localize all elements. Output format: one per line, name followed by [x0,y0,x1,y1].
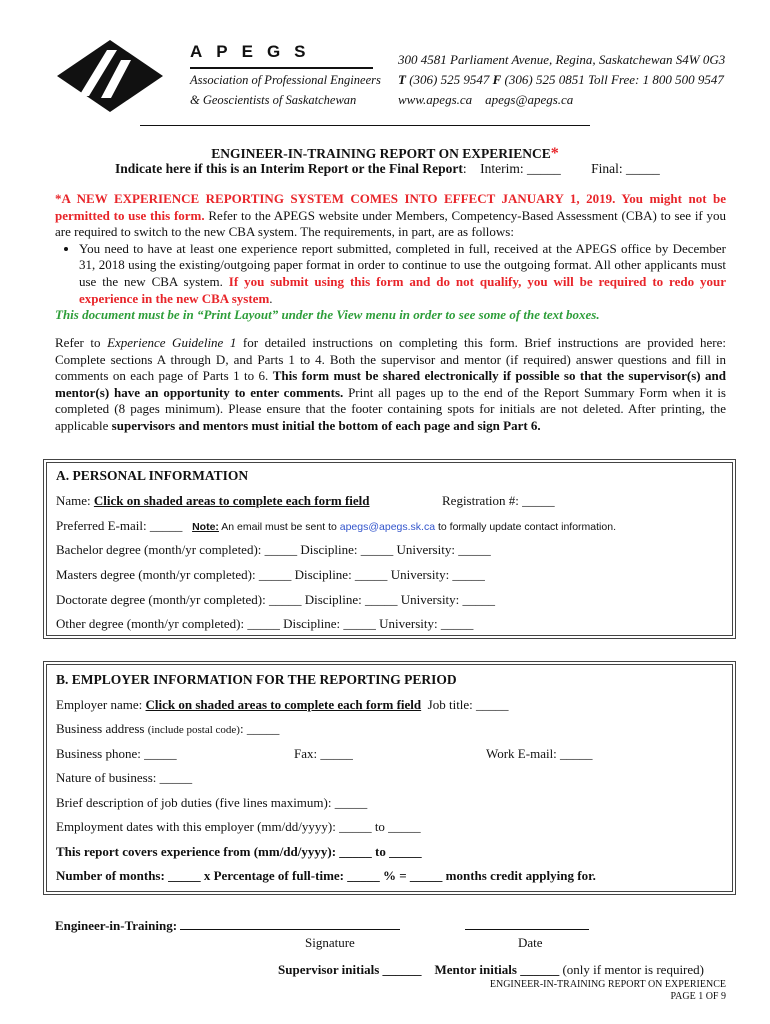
address-row [56,721,723,737]
guideline-link[interactable]: Experience Guideline 1 [107,335,237,350]
bachelor-date-field[interactable]: Bachelor degree (month/yr completed): _____ [56,542,298,557]
report-type-label: Indicate here if this is an Interim Report or the Final Report [115,161,463,176]
notice-bullet [79,241,726,307]
org-web-line [398,92,573,108]
eit-label: Engineer-in-Training: [55,918,178,933]
name-field[interactable]: Click on shaded areas to complete each form field [93,493,370,508]
page-title-text: ENGINEER-IN-TRAINING REPORT ON EXPERIENCE [211,146,551,161]
org-rule [190,67,373,69]
address-note: (include postal code) [147,724,240,736]
org-name-line1: Association of Professional Engineers [190,73,381,87]
initials-row [278,962,704,978]
instr-bold-1: This form must be shared electronically if possible so that the supervisor(s) and mentor(s) have an opportunity to enter comments. [55,368,726,400]
note-label: Note: [192,521,219,533]
employment-dates-field[interactable]: Employment dates with this employer (mm/dd/yyyy): _____ to _____ [56,819,421,834]
apegs-logo [55,38,165,114]
degree-row-bachelor [56,542,723,558]
fax-label: F [492,72,502,87]
org-phone-line [398,72,724,88]
doctorate-university-field[interactable]: University: _____ [400,592,496,607]
org-website[interactable]: www.apegs.ca [398,92,473,107]
job-title-field[interactable]: Job title: _____ [427,697,509,712]
degree-row-doctorate [56,592,723,608]
fax-number: (306) 525 0851 [504,72,585,87]
other-discipline-field[interactable]: Discipline: _____ [283,616,376,631]
months-credit-field[interactable]: Number of months: _____ x Percentage of full-time: _____ % = _____ months credit applying for. [56,868,596,883]
notice-bullet-end: . [269,290,273,306]
business-phone-field[interactable]: Business phone: _____ [56,746,177,761]
note-end: to formally update contact information. [435,521,616,533]
eit-signature-row [55,918,589,934]
employer-row [56,697,723,713]
doctorate-discipline-field[interactable]: Discipline: _____ [304,592,398,607]
work-email-field[interactable]: Work E-mail: _____ [486,746,593,761]
date-label: Date [518,935,543,950]
tollfree-number: Toll Free: 1 800 500 9547 [587,72,724,87]
registration-field[interactable]: Registration #: _____ [442,493,555,508]
degree-row-masters [56,567,723,583]
header-rule [140,125,590,126]
supervisor-initials-field[interactable]: Supervisor initials ______ [278,962,422,977]
org-address: 300 4581 Parliament Avenue, Regina, Saskatchewan S4W 0G3 [398,52,726,67]
instr-text-1: Refer to [55,335,108,350]
report-type-line: Indicate here if this is an Interim Report or the Final Report: Interim: _____ Final: _____ [115,161,660,176]
section-b-heading: B. EMPLOYER INFORMATION FOR THE REPORTING PERIOD [56,672,457,687]
name-row [56,493,723,509]
final-field[interactable]: Final: _____ [591,161,660,176]
interim-field[interactable]: Interim: _____ [480,161,561,176]
other-date-field[interactable]: Other degree (month/yr completed): _____ [56,616,280,631]
note-text: An email must be sent to [218,521,340,533]
masters-university-field[interactable]: University: _____ [390,567,485,582]
job-duties-field[interactable]: Brief description of job duties (five lines maximum): _____ [56,795,368,810]
employer-label: Employer name: [56,697,146,712]
bachelor-discipline-field[interactable]: Discipline: _____ [300,542,394,557]
bachelor-university-field[interactable]: University: _____ [396,542,491,557]
nature-business-field[interactable]: Nature of business: _____ [56,770,193,785]
phone-row [56,746,723,762]
instr-text-3: Print all pages up to the end of the Report Summary Form when it is completed (8 pages minimum). Please ensure that the footer containing spots for initials are not deleted. After printing, the applicable [55,384,726,433]
other-university-field[interactable]: University: _____ [379,616,474,631]
notice-body: Refer to the APEGS website under Members, Competency-Based Assessment (CBA) to see if you are required to switch to the new CBA system. The requirements, in part, are as follows: [55,207,727,240]
masters-discipline-field[interactable]: Discipline: _____ [294,567,388,582]
phone-label: T [398,72,406,87]
cba-notice [55,191,726,324]
notice-bullet-text: You need to have at least one experience report submitted, completed in full, received at the APEGS office by December 31, 2018 using the existing/outgoing paper format in order to continue to use the outgoing format. All other applicants must use the new CBA system. [79,240,726,289]
section-b-box [43,661,736,895]
print-layout-note: This document must be in “Print Layout” under the View menu in order to see some of the text boxes. [55,307,600,323]
mentor-initials-field[interactable]: Mentor initials ______ [434,962,560,977]
mentor-note: (only if mentor is required) [559,962,704,977]
masters-date-field[interactable]: Masters degree (month/yr completed): _____ [56,567,292,582]
note-email-link[interactable]: apegs@apegs.sk.ca [339,521,436,533]
org-email[interactable]: apegs@apegs.ca [485,92,574,107]
report-covers-field[interactable]: This report covers experience from (mm/dd/yyyy): _____ to _____ [56,844,422,859]
instr-text-2: for detailed instructions on completing this form. Brief instructions are provided here: Complete sections A through D, and Parts 1 to 4. Both the supervisor and mentor (if required) answer questions and fill in comments on each page of Parts 1 to 6. [55,335,727,384]
org-name-line2: & Geoscientists of Saskatchewan [190,93,357,107]
title-star: * [550,145,559,162]
employer-name-field[interactable]: Click on shaded areas to complete each form field [145,697,422,712]
business-fax-field[interactable]: Fax: _____ [294,746,353,761]
footer-page-number: PAGE 1 OF 9 [670,991,726,1002]
signature-label: Signature [305,935,355,950]
footer-title: ENGINEER-IN-TRAINING REPORT ON EXPERIENCE [489,979,726,990]
preferred-email-field[interactable]: Preferred E-mail: _____ [56,518,183,533]
signature-line[interactable] [180,918,400,930]
section-a-heading: A. PERSONAL INFORMATION [56,468,249,483]
notice-red-lead: *A NEW EXPERIENCE REPORTING SYSTEM COMES INTO EFFECT JANUARY 1, 2019. You might not be permitted to use this form. [55,191,726,223]
section-a-box [43,459,736,639]
name-label: Name: [56,493,94,508]
address-label: Business address [56,721,148,736]
instr-bold-2: supervisors and mentors must initial the bottom of each page and sign Part 6. [111,417,541,433]
business-address-field[interactable]: : _____ [239,721,280,736]
notice-list [55,241,726,307]
email-row [56,518,723,534]
doctorate-date-field[interactable]: Doctorate degree (month/yr completed): _____ [56,592,302,607]
notice-bullet-red: If you submit using this form and do not qualify, you will be required to redo your experience in the new CBA system [79,273,726,306]
degree-row-other [56,616,723,632]
phone-number: (306) 525 9547 [409,72,490,87]
instructions [55,335,726,435]
date-line[interactable] [465,918,589,930]
org-name: APEGS [190,42,320,61]
